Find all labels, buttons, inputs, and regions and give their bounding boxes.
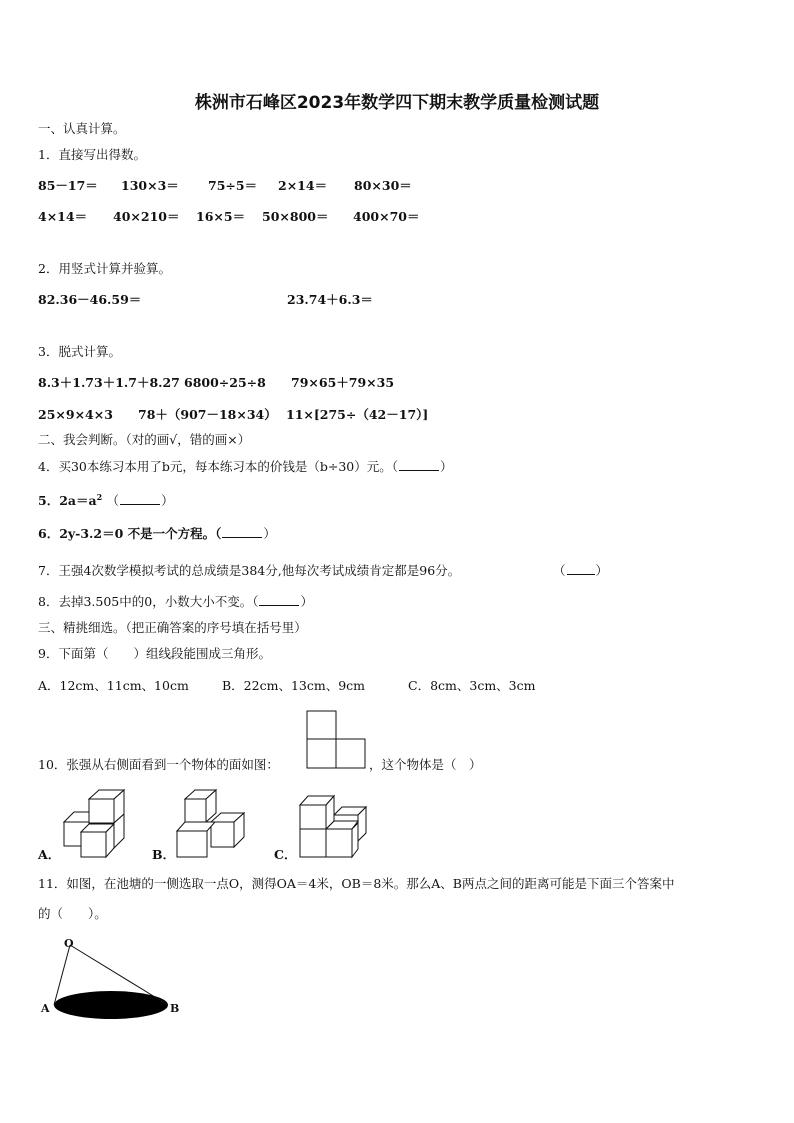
question-4 (38, 459, 453, 475)
question-6-close: ） (263, 526, 276, 541)
point-o-label: O (64, 937, 74, 950)
pond-ellipse (54, 991, 168, 1019)
calc-item: 2×14＝ (278, 178, 328, 193)
question-6 (38, 526, 276, 542)
calc-item: 23.74＋6.3＝ (287, 292, 373, 307)
question-8-text: 8．去掉3.505中的0，小数大小不变。（ (38, 594, 259, 609)
section-1-heading: 一、认真计算。 (38, 121, 126, 136)
question-11-line-1: 11．如图，在池塘的一侧选取一点O，测得OA＝4米，OB＝8米。那么A、B两点之间的距离可能是下面三个答案中 (38, 876, 675, 891)
question-6-text: 6．2y-3.2＝0 不是一个方程。（ (38, 526, 222, 541)
calc-item: 25×9×4×3 (38, 407, 113, 422)
calc-item: 16×5＝ (196, 209, 246, 224)
question-5-text: 5．2a＝a (38, 493, 97, 509)
option-c: C．8cm、3cm、3cm (408, 678, 536, 693)
answer-blank[interactable] (222, 526, 262, 538)
option-a-label: A． (38, 847, 61, 862)
question-11-line-2: 的（ ）。 (38, 906, 107, 921)
option-b-figure (176, 789, 246, 859)
calc-item: 40×210＝ (113, 209, 180, 224)
question-4-text: 4．买30本练习本用了b元，每本练习本的价钱是（b÷30）元。（ (38, 459, 398, 474)
calc-item: 75÷5＝ (208, 178, 258, 193)
option-c-figure (298, 795, 368, 859)
calc-item: 85－17＝ (38, 178, 98, 193)
question-7-answer (553, 563, 608, 579)
question-7-open: （ (553, 563, 566, 578)
option-c-label: C． (274, 847, 297, 862)
calc-item: 82.36－46.59＝ (38, 292, 142, 307)
question-1: 1．直接写出得数。 (38, 147, 146, 162)
question-9: 9．下面第（ ）组线段能围成三角形。 (38, 646, 271, 661)
calc-item: 400×70＝ (353, 209, 420, 224)
option-b: B．22cm、13cm、9cm (222, 678, 366, 693)
section-2-heading: 二、我会判断。（对的画√，错的画×） (38, 432, 251, 447)
question-5 (38, 489, 174, 509)
answer-blank[interactable] (259, 594, 299, 606)
answer-blank[interactable] (567, 563, 595, 575)
answer-blank[interactable] (120, 493, 160, 505)
option-a: A．12cm、11cm、10cm (38, 678, 189, 693)
page-title: 株洲市石峰区2023年数学四下期末教学质量检测试题 (194, 93, 600, 113)
calc-item: 80×30＝ (354, 178, 412, 193)
question-8 (38, 594, 313, 610)
option-a-figure (62, 789, 126, 859)
calc-item: 79×65＋79×35 (291, 375, 395, 390)
question-5-exponent: 2 (96, 492, 103, 502)
pond-diagram (40, 935, 190, 1020)
answer-blank[interactable] (399, 459, 439, 471)
question-5-close: ） (161, 493, 174, 509)
calc-item: 8.3＋1.73＋1.7＋8.27 (38, 375, 180, 390)
calc-item: 130×3＝ (121, 178, 179, 193)
point-b-label: B (170, 1002, 180, 1015)
question-8-close: ） (300, 594, 313, 609)
question-2: 2．用竖式计算并验算。 (38, 261, 171, 276)
calc-item: 4×14＝ (38, 209, 88, 224)
question-7: 7．王强4次数学模拟考试的总成绩是384分,他每次考试成绩肯定都是96分。 (38, 563, 461, 578)
section-3-heading: 三、精挑细选。（把正确答案的序号填在括号里） (38, 620, 307, 635)
calc-item: 6800÷25÷8 (184, 375, 266, 390)
calc-item: 78＋（907－18×34） (138, 407, 277, 422)
option-b-label: B． (152, 847, 176, 862)
question-7-close: ） (595, 563, 609, 578)
question-10-tail: ，这个物体是（ ） (369, 757, 482, 772)
question-4-close: ） (440, 459, 453, 474)
calc-item: 50×800＝ (262, 209, 329, 224)
side-view-figure (306, 710, 368, 770)
point-a-label: A (41, 1002, 50, 1015)
question-3: 3．脱式计算。 (38, 344, 121, 359)
question-10: 10．张强从右侧面看到一个物体的面如图： (38, 757, 279, 772)
calc-item: 11×[275÷（42－17）] (286, 407, 429, 422)
question-5-open: （ (106, 493, 120, 509)
